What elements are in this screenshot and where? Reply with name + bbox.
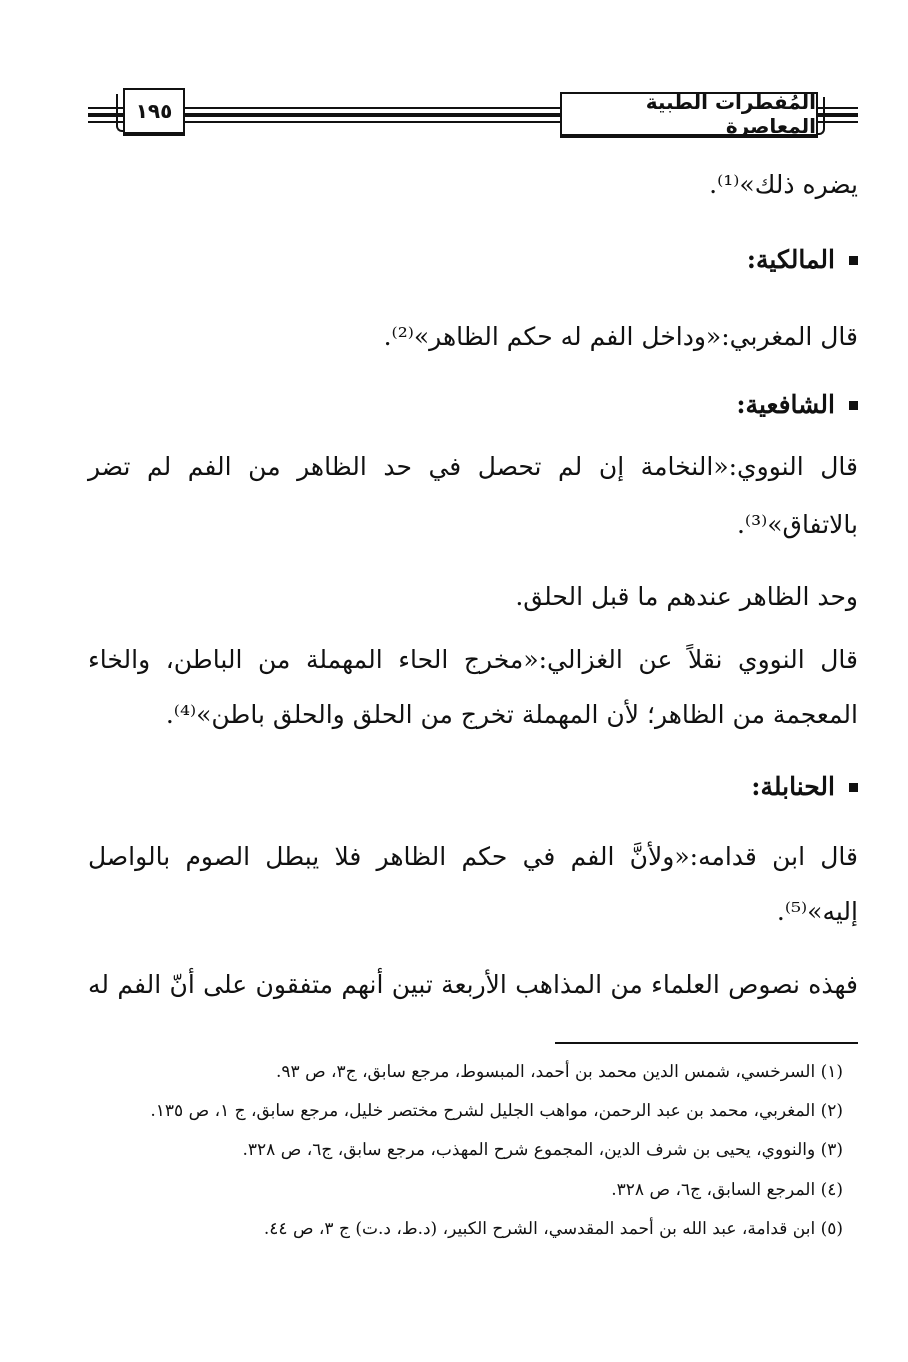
header-rule-middle [181, 113, 562, 117]
header-rule-middle [181, 121, 562, 123]
footnote: (٢) المغربي، محمد بن عبد الرحمن، مواهب الجليل لشرح مختصر خليل، مرجع سابق، ج ١، ص ١٣٥. [150, 1101, 843, 1121]
running-header [0, 0, 908, 150]
section-heading-shafii [736, 390, 858, 420]
paragraph-line: قال النووي:«النخامة إن لم تحصل في حد الظاهر من الفم لم تضر [88, 452, 858, 481]
section-heading-label: الحنابلة: [751, 772, 835, 801]
paragraph-line: قال النووي نقلاً عن الغزالي:«مخرج الحاء المهملة من الباطن، والخاء [88, 645, 858, 674]
paragraph-line: إليه»⁽⁵⁾. [776, 897, 858, 926]
paragraph-line: قال ابن قدامه:«ولأنَّ الفم في حكم الظاهر فلا يبطل الصوم بالواصل [88, 842, 858, 871]
footnote: (٥) ابن قدامة، عبد الله بن أحمد المقدسي، الشرح الكبير، (د.ط، د.ت) ج ٣، ص ٤٤. [263, 1219, 843, 1239]
footnote: (٤) المرجع السابق، ج٦، ص ٣٢٨. [611, 1180, 843, 1200]
footnote-separator [555, 1042, 858, 1044]
section-heading-maliki [747, 245, 858, 275]
header-rule-middle [181, 107, 562, 109]
section-heading-label: الشافعية: [736, 390, 835, 419]
section-heading-hanbali [751, 772, 858, 802]
section-heading-label: المالكية: [746, 245, 835, 274]
paragraph-line: قال المغربي:«وداخل الفم له حكم الظاهر»⁽²⁾. [383, 322, 858, 351]
page-number-box [123, 88, 185, 136]
paragraph-line: وحد الظاهر عندهم ما قبل الحلق. [515, 582, 858, 611]
book-title-box [560, 92, 818, 138]
bullet-icon [849, 256, 858, 265]
book-title: المُفطرات الطبية المعاصرة [645, 90, 816, 138]
bullet-icon [849, 401, 858, 410]
paragraph-line: فهذه نصوص العلماء من المذاهب الأربعة تبين أنهم متفقون على أنّ الفم له [88, 970, 858, 999]
bullet-icon [849, 783, 858, 792]
paragraph-line: بالاتفاق»⁽³⁾. [736, 510, 858, 539]
footnote: (١) السرخسي، شمس الدين محمد بن أحمد، المبسوط، مرجع سابق، ج٣، ص ٩٣. [276, 1062, 843, 1082]
footnote: (٣) والنووي، يحيى بن شرف الدين، المجموع شرح المهذب، مرجع سابق، ج٦، ص ٣٢٨. [242, 1140, 843, 1160]
paragraph-line: يضره ذلك»⁽¹⁾. [709, 170, 858, 199]
paragraph-line: المعجمة من الظاهر؛ لأن المهملة تخرج من الحلق والحلق باطن»⁽⁴⁾. [165, 700, 858, 729]
page-number: ١٩٥ [135, 99, 173, 123]
